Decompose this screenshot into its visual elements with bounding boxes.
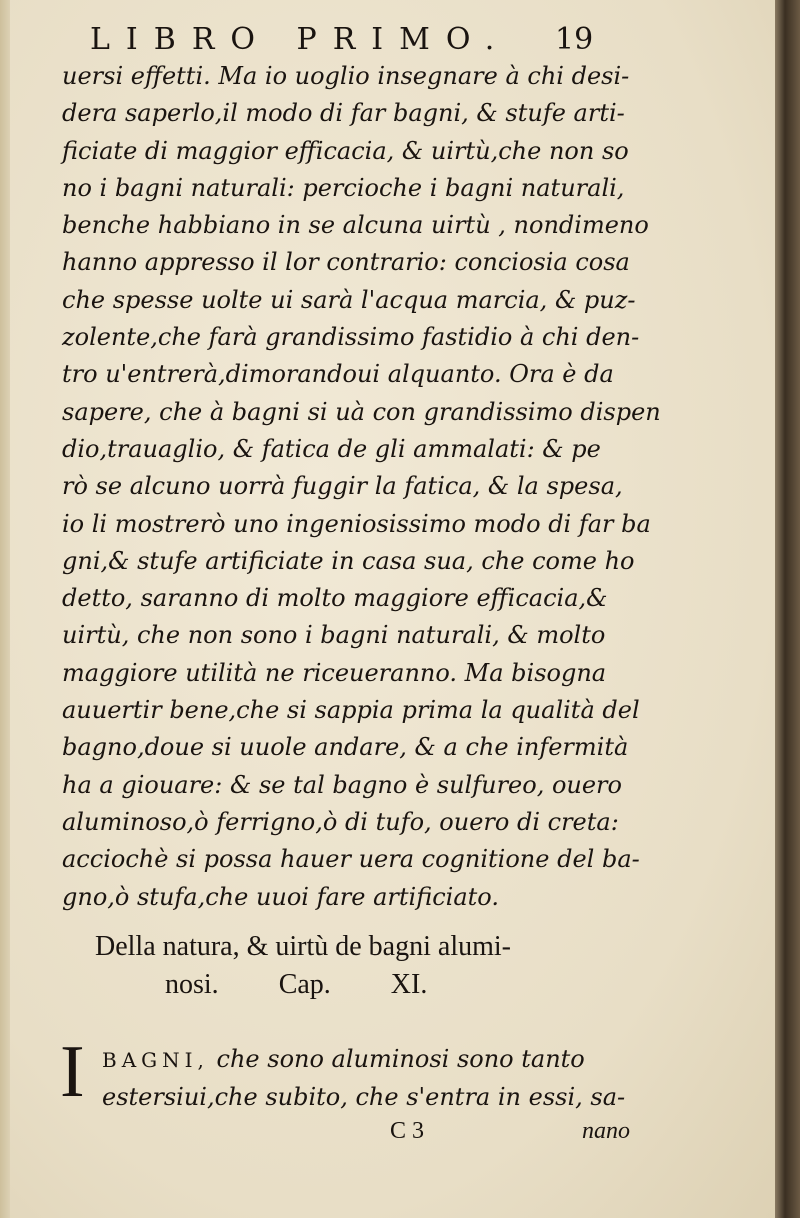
text-line: gno,ò stufa,che uuoi fare artificiato. (62, 882, 499, 911)
chapter-heading-line1: Della natura, & uirtù de bagni alumi- (95, 931, 511, 962)
text-line: detto, saranno di molto maggiore efficacia,& (62, 584, 608, 613)
text-line: tro u'entrerà,dimorandoui alquanto. Ora è da (62, 360, 614, 389)
chapter-paragraph (102, 1040, 642, 1116)
drop-cap: I (60, 1031, 85, 1113)
text-line: zolente,che farà grandissimo fastidio à chi den- (62, 323, 640, 352)
text-line: benche habbiano in se alcuna uirtù , nondimeno (62, 211, 649, 240)
text-line: no i bagni naturali: percioche i bagni naturali, (62, 173, 625, 202)
chapter-heading-line2 (95, 966, 635, 1004)
text-line: estersiui,che subito, che s'entra in essi, sa- (102, 1083, 626, 1111)
signature-mark: C 3 (390, 1118, 425, 1144)
text-line: uersi effetti. Ma io uoglio insegnare à chi desi- (62, 62, 630, 90)
catchword: nano (582, 1118, 630, 1144)
text-line (102, 1040, 642, 1078)
page-number: 19 (555, 22, 594, 57)
text-line: aluminoso,ò ferrigno,ò di tufo, ouero di creta: (62, 807, 619, 836)
text-line: io li mostrerò uno ingeniosissimo modo di far ba (62, 509, 651, 538)
text-line: dera saperlo,il modo di far bagni, & stufe arti- (62, 99, 625, 128)
text-line: ficiate di maggior efficacia, & uirtù,che non so (62, 136, 629, 165)
text-line: hanno appresso il lor contrario: conciosia cosa (62, 248, 630, 277)
text-line: uirtù, che non sono i bagni naturali, & molto (62, 621, 606, 650)
text-line-rest: che sono aluminosi sono tanto (216, 1045, 585, 1073)
chapter-heading-word: nosi. (165, 969, 219, 1000)
catchline (390, 1118, 630, 1145)
main-paragraph (62, 58, 661, 916)
chapter-heading (95, 928, 635, 1004)
text-line: che spesse uolte ui sarà l'acqua marcia, & puz- (62, 285, 636, 314)
text-line: maggiore utilità ne riceueranno. Ma bisogna (62, 658, 607, 687)
text-line: ha a giouare: & se tal bagno è sulfureo, ouero (62, 770, 622, 799)
book-page (10, 0, 775, 1218)
chapter-number: XI. (390, 969, 428, 1000)
text-line: gni,& stufe artificiate in casa sua, che come ho (62, 546, 635, 575)
text-line: dio,trauaglio, & fatica de gli ammalati: & pe (62, 434, 601, 463)
book-cover-edge (775, 0, 800, 1218)
text-line: bagno,doue si uuole andare, & a che infermità (62, 733, 629, 762)
lead-word: BAGNI, (102, 1048, 209, 1072)
text-line: auuertir bene,che si sappia prima la qualità del (62, 696, 640, 725)
text-line: sapere, che à bagni si uà con grandissimo dispen (62, 397, 661, 426)
text-line: acciochè si possa hauer uera cognitione del ba- (62, 845, 640, 874)
text-line: rò se alcuno uorrà fuggir la fatica, & la spesa, (62, 472, 623, 501)
chapter-label: Cap. (278, 969, 331, 1000)
running-title: LIBRO PRIMO. (90, 22, 511, 57)
